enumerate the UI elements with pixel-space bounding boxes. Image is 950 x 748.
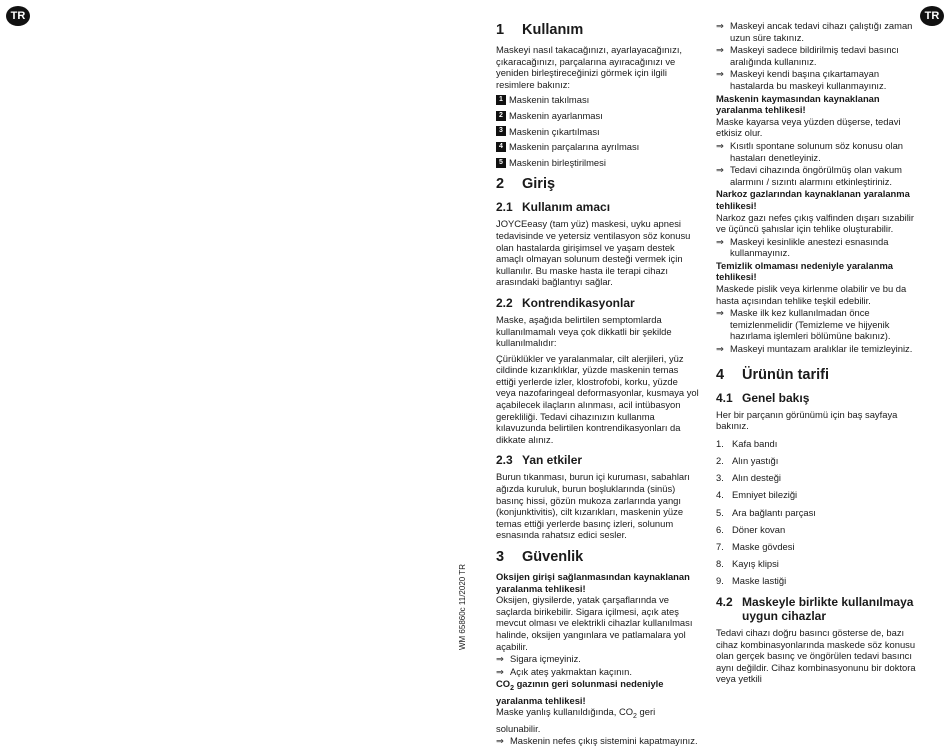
list-item: 9. Maske lastiği (716, 575, 787, 587)
bullet-item: ⇒ Kısıtlı spontane solunum söz konusu olan hastaları denetleyiniz. (716, 139, 904, 163)
section-4-2-heading: 4.2 Maskeyle birlikte kullanılmaya uygun cihazlar (716, 594, 914, 623)
figure-number-badge: 2 (496, 111, 506, 121)
arrow-icon: ⇒ (716, 139, 724, 151)
warning-oxygen-text: Oksijen, giysilerde, yatak çarşaflarında ve saçlarda birikebilir. Sigara içilmesi, açık ateş mevcut olması ve elektrikli cihazlar kullanılması halinde, oksijen yangınlara ve patlamalara yol açabilir. (496, 594, 693, 652)
bullet-item: ⇒ Maskeyi sadece bildirilmiş tedavi basıncı aralığında kullanınız. (716, 44, 899, 67)
section-1-intro: Maskeyi nasıl takacağınızı, ayarlayacağınızı, çıkaracağınızı, parçalarına ayıracağınızı ve yeniden birleştireceğinizi görmek için ilgili resimlere bakınız: (496, 44, 683, 90)
document-code: WM 65860c 11/2020 TR (458, 564, 467, 650)
bullet-item: ⇒ Tedavi cihazında öngörülmüş olan vakum alarmını / sızıntı alarmını etkinleştiriniz. (716, 164, 902, 187)
intended-use-text: JOYCEeasy (tam yüz) maskesi, uyku apnesi tedavisinde ve yetersiz ventilasyon söz konusu olan hastalarda girişimsel ve yaşam destek amaçlı olmayan solunum desteği vermek için kullanılır. Bu maske hasta ile terapi cihazı arasındaki bağlantıyı sağlar. (496, 218, 691, 288)
picture-item: 3 Maskenin çıkartılması (496, 126, 700, 138)
arrow-icon: ⇒ (496, 735, 504, 747)
section-2-3-heading: 2.3 Yan etkiler (496, 453, 583, 468)
contraindications-intro: Maske, aşağıda belirtilen semptomlarda kullanılmamalı veya çok dikkatli bir şekilde kullanılmalıdır: (496, 313, 672, 349)
warning-cleaning-text: Maskede pislik veya kirlenme olabilir ve bu da hasta açısından tehlike teşkil edebilir. (716, 283, 907, 306)
side-effects-text: Burun tıkanması, burun içi kuruması, sabahları ağızda kuruluk, burun boşluklarında (sinüs) basınç hissi, gözün mukoza zarlarında yangı (konjunktivitis), cilt kızarıkları, maskenin yüze temas ettiği yerlerde basınç izleri, solunum esnasında rahatsız edici sesler. (496, 471, 690, 541)
picture-item: 5 Maskenin birleştirilmesi (496, 157, 700, 169)
list-item: 4. Emniyet bileziği (716, 489, 798, 501)
list-item: 2. Alın yastığı (716, 455, 779, 466)
warning-slip-title: Maskenin kaymasından kaynaklanan yaralanma tehlikesi! (716, 92, 880, 116)
contraindications-text: Çürüklükler ve yaralanmalar, cilt alerjileri, yüz cildinde kızarıklıklar, yüzde maskenin temas ettiği yerlerde izler, klostrofobi, korku, yüzde veya nazofaringeal deformasyonlar, kusmaya yol açabilecek ilaçların alınması, acil intübasyon gerekliliği. Tedavi cihazınızın kullanma kılavuzunda belirtilen kontrendikasyonları da dikkate alınız. (496, 352, 699, 445)
column-right (716, 20, 918, 689)
figure-number-badge: 1 (496, 95, 506, 105)
bullet-item: ⇒ Maskeyi ancak tedavi cihazı çalıştığı zaman uzun süre takınız. (716, 20, 913, 43)
bullet-item: ⇒ Maskeyi kendi başına çıkartamayan hastalarda bu maskeyi kullanmayınız. (716, 68, 887, 91)
compatible-devices-text: Tedavi cihazı doğru basıncı gösterse de, bazı cihaz kombinasyonlarında maskede söz konusu olan gerçek basınç ve öngörülen tedavi basıncı aynı değildir. Cihaz kombinasyonunu bir doktora veya yetkili (716, 626, 916, 685)
list-item: 5. Ara bağlantı parçası (716, 506, 816, 518)
picture-list (496, 94, 700, 168)
arrow-icon: ⇒ (496, 665, 504, 677)
section-3-heading: 3 Güvenlik (496, 549, 584, 565)
list-item: 6. Döner kovan (716, 523, 786, 535)
figure-number-badge: 4 (496, 142, 506, 152)
picture-item: 4 Maskenin parçalarına ayrılması (496, 141, 700, 153)
overview-text: Her bir parçanın görünümü için baş sayfaya bakınız. (716, 408, 898, 432)
section-4-1-heading: 4.1 Genel bakış (716, 390, 810, 405)
warning-slip-text: Maske kayarsa veya yüzden düşerse, tedavi etkisiz olur. (716, 115, 901, 139)
arrow-icon: ⇒ (716, 307, 724, 319)
language-badge-left: TR (6, 6, 30, 26)
bullet-item: ⇒ Sigara içmeyiniz. (496, 653, 581, 665)
list-item: 1. Kafa bandı (716, 437, 778, 449)
warning-anesthesia-text: Narkoz gazı nefes çıkış valfinden dışarı sızabilir ve üçüncü şahıslar için tehlike oluşturabilir. (716, 211, 915, 235)
bullet-item: ⇒ Maskeyi muntazam aralıklar ile temizleyiniz. (716, 343, 913, 355)
column-left (496, 14, 700, 748)
list-item: 8. Kayış klipsi (716, 558, 779, 570)
bullet-item: ⇒ Açık ateş yakmaktan kaçının. (496, 665, 632, 677)
arrow-icon: ⇒ (716, 164, 724, 176)
picture-item: 2 Maskenin ayarlanması (496, 110, 700, 122)
section-2-1-heading: 2.1 Kullanım amacı (496, 200, 611, 215)
warning-anesthesia-title: Narkoz gazlarından kaynaklanan yaralanma tehlikesi! (716, 188, 910, 211)
section-1-heading: 1 Kullanım (496, 22, 584, 38)
list-item: 3. Alın desteği (716, 472, 781, 484)
bullet-item: ⇒ Maske ilk kez kullanılmadan önce temizlenmelidir (Temizleme ve hijyenik hazırlama işlemleri bölümüne bakınız). (716, 307, 891, 342)
warning-oxygen-title: Oksijen girişi sağlanmasından kaynaklanan yaralanma tehlikesi! (496, 571, 690, 594)
parts-list (716, 438, 918, 587)
arrow-icon: ⇒ (716, 235, 724, 247)
list-item: 7. Maske gövdesi (716, 540, 795, 552)
figure-number-badge: 5 (496, 158, 506, 168)
warning-cleaning-title: Temizlik olmaması nedeniyle yaralanma tehlikesi! (716, 259, 893, 283)
section-4-heading: 4 Ürünün tarifi (716, 366, 829, 383)
bullet-item: ⇒ Maskenin nefes çıkış sistemini kapatmayınız. (496, 735, 698, 747)
arrow-icon: ⇒ (716, 44, 724, 56)
language-badge-right: TR (920, 6, 944, 26)
picture-item: 1 Maskenin takılması (496, 94, 700, 106)
figure-number-badge: 3 (496, 126, 506, 136)
arrow-icon: ⇒ (716, 68, 724, 80)
arrow-icon: ⇒ (716, 20, 724, 31)
warning-co2-text: Maske yanlış kullanıldığında, $CO_2$ geri solunabilir. (496, 706, 656, 734)
arrow-icon: ⇒ (716, 343, 724, 355)
section-2-heading: 2 Giriş (496, 176, 556, 193)
bullet-item: ⇒ Maskeyi kesinlikle anestezi esnasında kullanmayınız. (716, 235, 889, 259)
warning-co2-title: $CO_2$ gazının geri solunmasi nedeniyle yaralanma tehlikesi! (496, 678, 664, 706)
arrow-icon: ⇒ (496, 653, 504, 665)
section-2-2-heading: 2.2 Kontrendikasyonlar (496, 295, 635, 310)
